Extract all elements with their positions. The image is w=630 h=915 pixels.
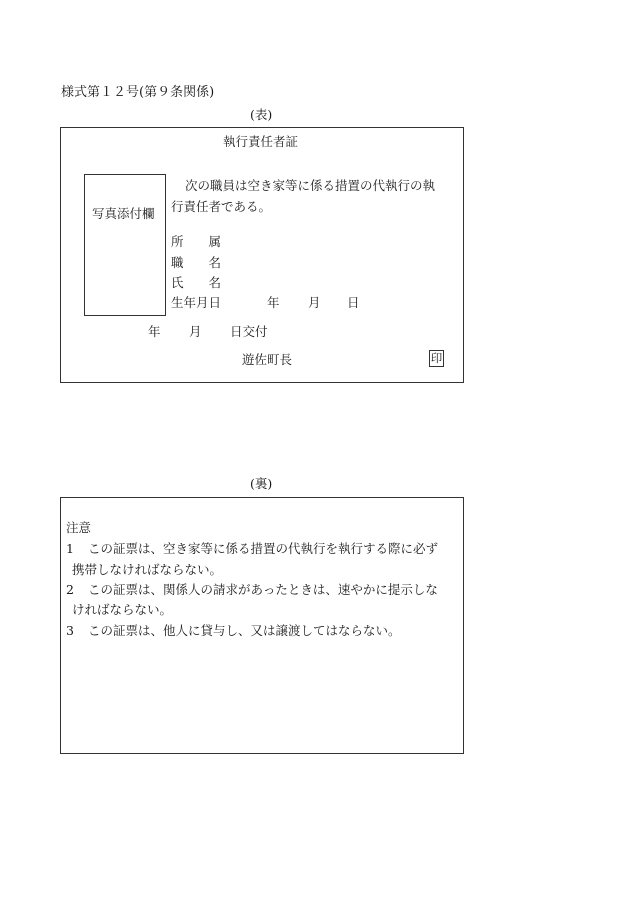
card-title: 執行責任者証 xyxy=(223,134,299,149)
back-card xyxy=(60,497,464,754)
note-1-number: 1 xyxy=(66,541,74,556)
note-1-line-2: 携帯しなければならない。 xyxy=(72,562,223,577)
field-affiliation: 所 属 xyxy=(171,234,222,249)
seal-mark: 印 xyxy=(430,351,443,365)
back-side-label: (裏) xyxy=(250,476,273,491)
photo-box xyxy=(84,174,166,316)
birth-month-unit: 月 xyxy=(308,295,321,310)
field-position: 職 名 xyxy=(171,255,222,270)
note-3-number: 3 xyxy=(66,623,74,638)
issuer: 遊佐町長 xyxy=(242,352,293,367)
field-birthdate: 生年月日 xyxy=(171,295,222,310)
birth-day-unit: 日 xyxy=(347,295,360,310)
photo-label: 写真添付欄 xyxy=(92,206,155,221)
issue-year-unit: 年 xyxy=(148,324,161,339)
front-card xyxy=(60,127,464,383)
note-1-line-1: この証票は、空き家等に係る措置の代執行を執行する際に必ず xyxy=(88,541,439,556)
front-side-label: (表) xyxy=(250,107,273,122)
note-2-line-2: ければならない。 xyxy=(72,602,173,617)
statement-line-1: 次の職員は空き家等に係る措置の代執行の執 xyxy=(185,178,436,193)
note-3-line-1: この証票は、他人に貸与し、又は譲渡してはならない。 xyxy=(88,623,401,638)
birth-year-unit: 年 xyxy=(267,295,280,310)
notes-heading: 注意 xyxy=(66,520,92,535)
note-2-line-1: この証票は、関係人の請求があったときは、速やかに提示しな xyxy=(88,582,438,597)
form-number: 様式第１２号(第９条関係) xyxy=(61,85,215,100)
issue-month-unit: 月 xyxy=(189,324,202,339)
note-2-number: 2 xyxy=(66,582,74,597)
statement-line-2: 行責任者である。 xyxy=(171,199,272,214)
issue-day-unit: 日交付 xyxy=(230,324,268,339)
field-name: 氏 名 xyxy=(171,275,222,290)
